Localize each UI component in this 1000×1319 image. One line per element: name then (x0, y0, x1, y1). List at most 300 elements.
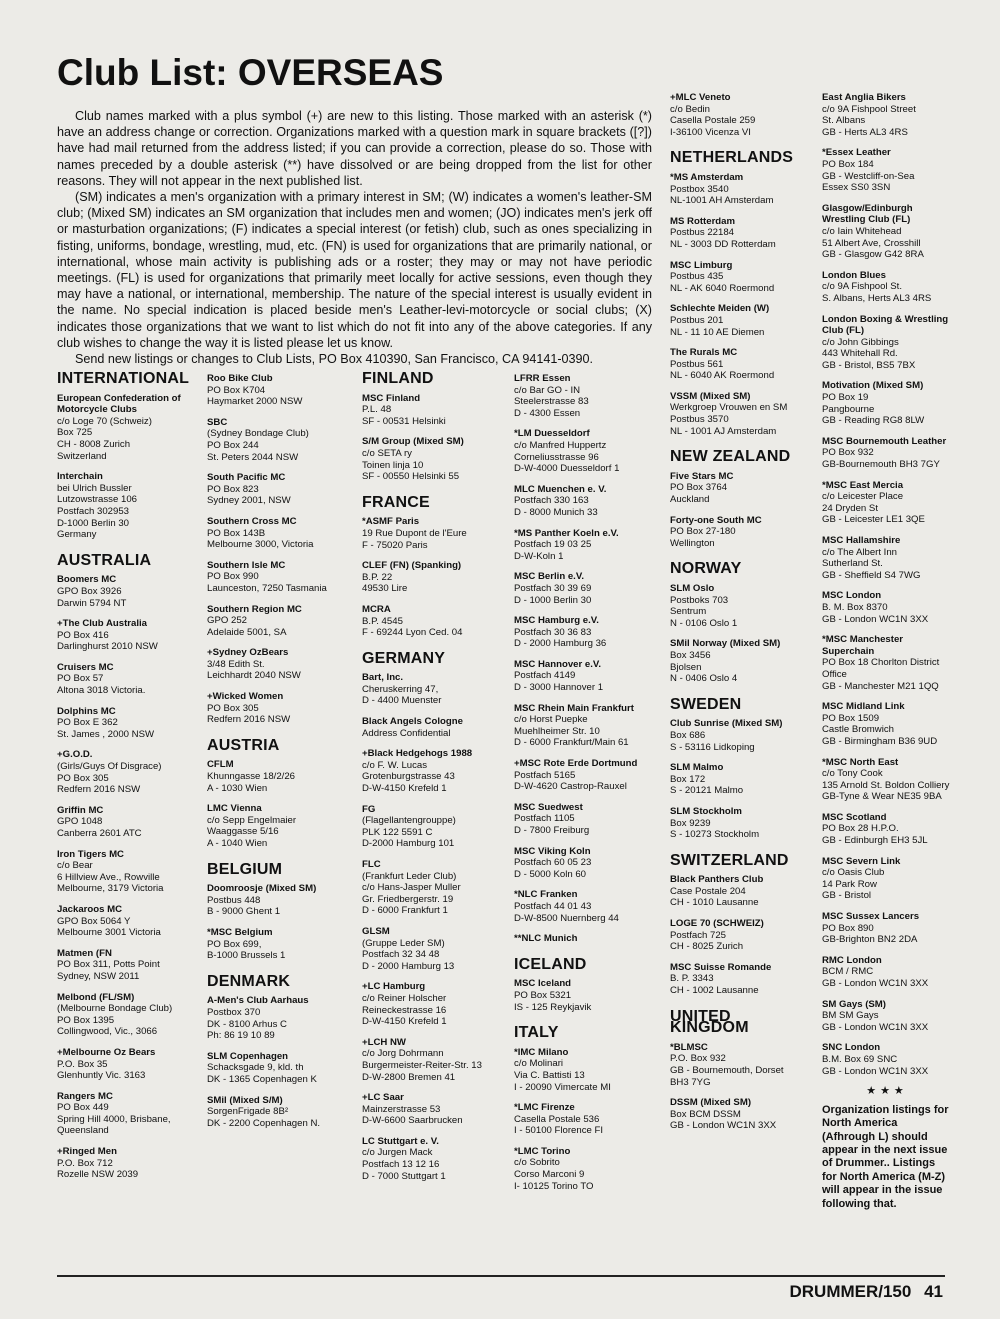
club-entry (362, 393, 507, 428)
club-entry (822, 480, 952, 526)
club-address-line: PO Box 305 (57, 772, 109, 784)
club-entry (362, 436, 507, 482)
club-address-line: A - 1030 Wien (207, 782, 268, 794)
club-address-line: GB - Reading RG8 8LW (822, 415, 925, 427)
club-address-line: Bjolsen (670, 661, 702, 673)
club-address-line: c/o Molinari (514, 1058, 564, 1070)
club-address-line: P.O. Box 35 (57, 1058, 108, 1070)
club-entry (514, 1047, 664, 1093)
club-address-line: c/o Horst Puepke (514, 714, 588, 726)
club-address-line: D - 2000 Hamburg 13 (362, 960, 455, 972)
club-name: LFRR Essen (514, 373, 571, 384)
club-address-line: Schacksgade 9, kld. th (207, 1062, 304, 1074)
club-address-line: Postboks 703 (670, 594, 729, 606)
club-address-line: Postbus 22184 (670, 227, 735, 239)
club-name: +Sydney OzBears (207, 647, 289, 659)
club-name: SNC London (822, 1042, 881, 1054)
club-address-line: Sydney, NSW 2011 (57, 970, 140, 982)
club-name: MSC Limburg (670, 259, 733, 271)
section-heading: ITALY (514, 1024, 559, 1042)
club-address-line: GB - London WC1N 3XX (822, 1021, 929, 1033)
club-entry (207, 373, 357, 408)
club-name: MSC Hallamshire (822, 535, 901, 546)
club-name: SLM Copenhagen (207, 1050, 289, 1062)
club-name: Bart, Inc. (362, 672, 404, 684)
club-name: FG (362, 803, 376, 815)
club-address-line: Postfach 60 05 23 (514, 857, 592, 869)
club-entry (57, 574, 202, 609)
club-address-line: Lutzowstrasse 106 (57, 494, 137, 506)
club-address-line: bei Ulrich Bussler (57, 482, 132, 494)
club-name: LOGE 70 (SCHWEIZ) (670, 918, 764, 930)
club-address-line: Postbus 3570 (670, 414, 729, 426)
club-entry (670, 638, 810, 684)
club-address-line: PO Box 5321 (514, 989, 572, 1001)
club-entry (670, 718, 810, 753)
club-address-line: Address Confidential (362, 727, 451, 739)
club-name: MSC Bournemouth Leather (822, 435, 947, 447)
club-address-line: GB - Leicester LE1 3QE (822, 514, 925, 526)
club-name: *MS Panther Koeln e.V. (514, 527, 619, 539)
club-name: DSSM (Mixed SM) (670, 1097, 752, 1109)
club-address-line: Postfach 30 36 83 (514, 626, 592, 638)
club-address-line: Redfern 2016 NSW (57, 784, 141, 796)
club-entry (362, 859, 507, 917)
club-name: Five Stars MC (670, 470, 734, 482)
club-entry (822, 856, 952, 902)
club-address-line: GB-Brighton BN2 2DA (822, 934, 918, 946)
club-address-line: Wellington (670, 537, 715, 549)
club-address-line: c/o Oasis Club (822, 867, 885, 879)
club-entry (670, 471, 810, 506)
listing-column-2 (207, 373, 357, 1138)
club-address-line: NL - 6040 AK Roermond (670, 370, 775, 382)
club-address-line: Steelerstrasse 83 (514, 396, 589, 408)
club-entry (514, 659, 664, 694)
club-entry (514, 758, 664, 793)
club-address-line: Darlinghurst 2010 NSW (57, 641, 158, 653)
club-entry (57, 1091, 202, 1137)
club-address-line: Postfach 330 163 (514, 495, 589, 507)
club-address-line: B-1000 Brussels 1 (207, 950, 286, 962)
club-address-line: St. James , 2000 NSW (57, 728, 155, 740)
club-address-line: St. Peters 2044 NSW (207, 451, 299, 463)
club-address-line: c/o John Gibbings (822, 336, 899, 348)
club-address-line: 6 Hillview Ave., Rowville (57, 871, 160, 883)
club-address-line: PO Box 18 Chorlton District Office (822, 657, 940, 680)
club-address-line: Launceston, 7250 Tasmania (207, 582, 327, 594)
club-entry (670, 260, 810, 295)
club-address-line: PO Box 19 (822, 392, 869, 404)
section-heading: NETHERLANDS (670, 149, 794, 167)
section-heading: DENMARK (207, 972, 291, 990)
club-address-line: BCM / RMC (822, 966, 874, 978)
club-address-line: CH - 1010 Lausanne (670, 897, 759, 909)
club-address-line: SF - 00550 Helsinki 55 (362, 471, 460, 483)
club-address-line: Grotenburgstrasse 43 (362, 771, 455, 783)
club-address-line: Postbus 448 (207, 894, 261, 906)
club-address-line: Redfern 2016 NSW (207, 714, 291, 726)
club-address-line: c/o Manfred Huppertz (514, 439, 607, 451)
club-address-line: PO Box K704 (207, 384, 266, 396)
club-address-line: B.P. 22 (362, 571, 393, 583)
club-entry (362, 926, 507, 972)
club-address-line: D-W-4000 Duesseldorf 1 (514, 463, 620, 475)
club-name: Roo Bike Club (207, 373, 273, 384)
club-entry (207, 803, 357, 849)
club-address-line: I - 20090 Vimercate MI (514, 1081, 611, 1093)
listing-note: Organization listings for North America (Afhrough L) should appear in the next issue of Drummer.. Listings for North America (M-Z) will appear in the issue following that. (822, 1103, 949, 1210)
club-name: +Ringed Men (57, 1146, 117, 1158)
club-name: +MLC Veneto (670, 92, 731, 103)
listing-column-3 (362, 370, 507, 1191)
club-name: **NLC Munich (514, 933, 578, 945)
club-address-line: DK - 1365 Copenhagen K (207, 1073, 317, 1085)
club-address-line: Postbus 435 (670, 271, 724, 283)
club-address-line: GB - Glasgow G42 8RA (822, 249, 924, 261)
club-entry (514, 484, 664, 519)
club-address-line: Postfach 19 03 25 (514, 539, 592, 551)
club-address-line: B. P. 3343 (670, 973, 714, 985)
club-address-line: Postfach 4149 (514, 670, 576, 682)
club-address-line: D-W-Koln 1 (514, 550, 564, 562)
club-name: *MSC East Mercia (822, 479, 904, 491)
club-address-line: PO Box 57 (57, 673, 104, 685)
club-address-line: PO Box 416 (57, 629, 109, 641)
club-address-line: PO Box 699, (207, 938, 262, 950)
club-address-line: c/o Iain Whitehead (822, 225, 902, 237)
club-address-line: Adelaide 5001, SA (207, 626, 287, 638)
club-address-line: NL - AK 6040 Roermond (670, 282, 775, 294)
club-address-line: Postfach 32 34 48 (362, 949, 440, 961)
club-entry (362, 560, 507, 595)
club-address-line: Postbus 201 (670, 314, 724, 326)
club-entry (207, 883, 357, 918)
club-name: Glasgow/Edinburgh Wrestling Club (FL) (822, 202, 913, 226)
club-entry (670, 806, 810, 841)
club-name: *IMC Milano (514, 1046, 569, 1058)
club-address-line: GB - London WC1N 3XX (670, 1120, 777, 1132)
section-heading: GERMANY (362, 649, 446, 667)
club-entry (670, 918, 810, 953)
club-entry (362, 672, 507, 707)
club-name: S/M Group (Mixed SM) (362, 436, 464, 448)
club-address-line: c/o Leicester Place (822, 491, 904, 503)
club-entry (514, 428, 664, 474)
club-name: *MSC North East (822, 756, 899, 768)
club-address-line: PO Box 449 (57, 1102, 109, 1114)
club-address-line: D - 2000 Hamburg 36 (514, 638, 607, 650)
club-name: SBC (207, 416, 228, 428)
club-address-line: SorgenFrigade 8B² (207, 1106, 289, 1118)
club-entry (514, 373, 664, 419)
club-name: Griffin MC (57, 804, 104, 816)
club-address-line: (Sydney Bondage Club) (207, 428, 309, 440)
club-entry (207, 1051, 357, 1086)
intro-text (57, 108, 652, 367)
club-address-line: P.O. Box 712 (57, 1157, 113, 1169)
club-entry (670, 172, 810, 207)
club-address-line: Toinen linja 10 (362, 459, 424, 471)
club-entry (207, 417, 357, 463)
club-address-line: D-W-4150 Krefeld 1 (362, 1016, 447, 1028)
club-entry (207, 516, 357, 551)
club-address-line: Ph: 86 19 10 89 (207, 1030, 275, 1042)
club-name: Club Sunrise (Mixed SM) (670, 718, 783, 730)
club-entry (362, 1092, 507, 1127)
club-address-line: S. Albans, Herts AL3 4RS (822, 292, 932, 304)
club-address-line: c/o Jurgen Mack (362, 1147, 433, 1159)
club-address-line: Muehlheimer Str. 10 (514, 725, 600, 737)
club-entry (362, 804, 507, 850)
club-entry (822, 999, 952, 1034)
separator-stars: ★★★ (866, 1085, 908, 1098)
club-address-line: I- 10125 Torino TO (514, 1180, 594, 1192)
club-entry (670, 583, 810, 629)
club-name: SLM Malmo (670, 762, 724, 774)
club-name: MSC Viking Koln (514, 845, 591, 857)
club-entry (362, 981, 507, 1027)
club-name: CFLM (207, 759, 234, 771)
club-address-line: D - 4400 Muenster (362, 695, 442, 707)
club-address-line: D - 1000 Berlin 30 (514, 594, 592, 606)
club-entry (514, 846, 664, 881)
club-address-line: (Frankfurt Leder Club) (362, 870, 457, 882)
club-entry (514, 571, 664, 606)
club-address-line: PO Box 3764 (670, 482, 728, 494)
club-entry (57, 749, 202, 795)
club-address-line: Postfach 1105 (514, 813, 575, 825)
club-name: Forty-one South MC (670, 514, 762, 526)
club-address-line: Darwin 5794 NT (57, 597, 127, 609)
club-entry (514, 1102, 664, 1137)
club-address-line: PO Box 305 (207, 702, 259, 714)
club-address-line: PO Box 244 (207, 439, 259, 451)
club-name: VSSM (Mixed SM) (670, 390, 751, 402)
club-address-line: GB - Manchester M21 1QQ (822, 680, 939, 692)
club-address-line: Burgermeister-Reiter-Str. 13 (362, 1059, 482, 1071)
club-address-line: P.L. 48 (362, 404, 392, 416)
club-name: Interchain (57, 471, 103, 483)
club-address-line: S - 53116 Lidkoping (670, 741, 755, 753)
section-heading: AUSTRALIA (57, 551, 152, 569)
magazine-issue: DRUMMER/150 (789, 1282, 912, 1301)
club-entry (822, 757, 952, 803)
section-heading: NORWAY (670, 560, 742, 578)
section-heading: INTERNATIONAL (57, 370, 190, 387)
club-address-line: CH - 8008 Zurich (57, 438, 131, 450)
intro-paragraph: Club names marked with a plus symbol (+) are new to this listing. Those marked with an asterisk (*) have an address change or correction. Organizations marked with a question mark in square brackets ([?]) have had mail returned from the address listed; if you can provide a correction, please do so. Those with names preceded by a double asterisk (**) have dissolved or are being dropped from the list for other reasons. They will not appear in the next published list. (57, 109, 652, 188)
section-heading: FINLAND (362, 370, 434, 387)
club-address-line: Haymarket 2000 NSW (207, 396, 303, 408)
club-entry (207, 647, 357, 682)
club-entry (670, 391, 810, 437)
club-entry (57, 805, 202, 840)
club-entry (514, 703, 664, 749)
club-address-line: Casella Postale 259 (670, 115, 756, 127)
intro-paragraph: (SM) indicates a men's organization with a primary interest in SM; (W) indicates a women's leather-SM club; (Mixed SM) indicates an SM organization that includes men and women; (JO) indicates men's jerk off or masturbation organizations; (F) indicates a special interest (or fetish) club, such as ones specializing in fisting, uniforms, bondage, wrestling, mud, etc. (FN) is used for organizations that are primarily national, or international, whose main activity is publishing ads or a roster; they may or may not have periodic meetings. (FL) is used for organizations that primarily meet locally for active sessions, even though they may have a national, or international, membership. The nature of the special interest is usually evident in the name. No special indication is placed beside men's Leather-levi-motorcycle or social clubs; (X) indicates those organizations that we want to list which do not fit into any of the above categories. If any club wishes to change the way it is listed please let us know. (57, 190, 652, 350)
club-entry (822, 590, 952, 625)
club-address-line: 3/48 Edith St. (207, 658, 265, 670)
club-address-line: D-W-6600 Saarbrucken (362, 1115, 463, 1127)
club-address-line: (Melbourne Bondage Club) (57, 1003, 173, 1015)
club-entry (822, 812, 952, 847)
club-name: MSC Rhein Main Frankfurt (514, 702, 634, 714)
club-address-line: PO Box 143B (207, 527, 266, 539)
club-address-line: c/o Tony Cook (822, 768, 883, 780)
club-address-line: I - 50100 Florence FI (514, 1125, 604, 1137)
club-address-line: Box 725 (57, 427, 93, 439)
club-name: +G.O.D. (57, 749, 93, 761)
club-address-line: D-W-8500 Nuernberg 44 (514, 912, 619, 924)
club-address-line: GB - London WC1N 3XX (822, 1065, 929, 1077)
club-address-line: Reineckestrasse 16 (362, 1004, 447, 1016)
club-address-line: Casella Postale 536 (514, 1113, 600, 1125)
club-address-line: Castle Bromwich (822, 724, 894, 736)
club-address-line: Canberra 2601 ATC (57, 828, 142, 839)
club-address-line: Switzerland (57, 450, 107, 462)
club-address-line: B - 9000 Ghent 1 (207, 906, 281, 918)
club-entry (57, 471, 202, 541)
club-entry (822, 634, 952, 692)
club-address-line: Postfach 725 (670, 929, 727, 941)
club-address-line: PO Box 1395 (57, 1014, 115, 1026)
club-entry (670, 962, 810, 997)
club-address-line: D - 7800 Freiburg (514, 825, 590, 836)
club-address-line: GB-Tyne & Wear NE35 9BA (822, 791, 942, 803)
page-number: 41 (924, 1282, 943, 1301)
club-name: Dolphins MC (57, 705, 116, 717)
club-address-line: Box 686 (670, 729, 706, 741)
club-name: *LMC Torino (514, 1145, 571, 1157)
club-address-line: PO Box 184 (822, 158, 874, 170)
club-address-line: D - 3000 Hannover 1 (514, 682, 604, 694)
club-name: Southern Isle MC (207, 559, 286, 571)
club-address-line: N - 0406 Oslo 4 (670, 673, 738, 685)
club-address-line: c/o Jorg Dohrmann (362, 1048, 444, 1060)
bottom-rule (57, 1275, 945, 1277)
club-entry (57, 849, 202, 895)
club-name: MSC Hamburg e.V. (514, 615, 599, 627)
club-name: *MSC Manchester Superchain (822, 634, 904, 657)
club-entry (670, 303, 810, 338)
club-name: MLC Muenchen e. V. (514, 483, 607, 495)
club-address-line: CH - 1002 Lausanne (670, 985, 759, 997)
club-entry (362, 716, 507, 739)
listing-column-1 (57, 370, 202, 1190)
club-name: +LCH NW (362, 1036, 406, 1048)
club-entry (514, 1146, 664, 1192)
club-address-line: c/o Sepp Engelmaier (207, 814, 297, 826)
club-address-line: c/o 9A Fishpool St. (822, 281, 902, 293)
club-entry (362, 516, 507, 551)
club-name: SMil (Mixed S/M) (207, 1094, 283, 1106)
club-address-line: PO Box 890 (822, 922, 874, 934)
club-address-line: c/o Loge 70 (Schweiz) (57, 415, 152, 427)
club-address-line: D - 5000 Koln 60 (514, 868, 586, 880)
club-name: Doomroosje (Mixed SM) (207, 883, 317, 895)
club-name: SLM Oslo (670, 583, 715, 594)
club-entry (670, 1097, 810, 1132)
club-address-line: Altona 3018 Victoria. (57, 685, 146, 697)
club-entry (57, 662, 202, 697)
page-footer (789, 1282, 943, 1302)
club-entry (670, 515, 810, 550)
club-name: LMC Vienna (207, 803, 262, 815)
club-address-line: PO Box 28 H.P.O. (822, 823, 899, 835)
club-address-line: D-W-4150 Krefeld 1 (362, 783, 447, 795)
club-name: MSC Severn Link (822, 855, 901, 867)
club-address-line: Spring Hill 4000, Brisbane, (57, 1113, 171, 1125)
club-address-line: B.M. Box 69 SNC (822, 1053, 898, 1065)
club-name: MSC Suisse Romande (670, 961, 772, 973)
club-name: European Confederation of Motorcycle Clubs (57, 392, 181, 416)
club-name: GLSM (362, 925, 390, 937)
club-address-line: Cheruskerring 47, (362, 683, 439, 695)
club-address-line: 49530 Lire (362, 583, 408, 595)
club-entry (822, 147, 952, 193)
club-name: RMC London (822, 954, 882, 966)
page-title: Club List: OVERSEAS (57, 52, 444, 93)
club-name: Southern Region MC (207, 603, 302, 615)
club-address-line: c/o Sobrito (514, 1157, 560, 1169)
club-address-line: PO Box 27-180 (670, 526, 736, 538)
club-entry (822, 701, 952, 747)
club-name: +Melbourne Oz Bears (57, 1046, 156, 1058)
club-name: Jackaroos MC (57, 903, 123, 915)
club-entry (362, 1136, 507, 1182)
section-heading: FRANCE (362, 493, 430, 511)
club-entry (822, 314, 952, 372)
club-address-line: A - 1040 Wien (207, 838, 268, 849)
club-address-line: I-36100 Vicenza VI (670, 126, 751, 138)
club-address-line: B. M. Box 8370 (822, 601, 888, 613)
club-address-line: D - 8000 Munich 33 (514, 506, 598, 518)
club-entry (57, 706, 202, 741)
club-address-line: c/o Bedin (670, 103, 711, 115)
club-address-line: Postfach 30 39 69 (514, 582, 592, 594)
club-name: +LC Saar (362, 1092, 404, 1104)
club-address-line: Corneliusstrasse 96 (514, 451, 599, 463)
club-name: SLM Stockholm (670, 805, 742, 817)
club-address-line: B.P. 4545 (362, 615, 403, 627)
club-address-line: Werkgroep Vrouwen en SM (670, 402, 788, 414)
club-address-line: D - 7000 Stuttgart 1 (362, 1170, 446, 1182)
club-name: +Wicked Women (207, 691, 284, 703)
club-entry (57, 1146, 202, 1181)
club-address-line: GB - Bristol, BS5 7BX (822, 359, 916, 371)
club-name: +MSC Rote Erde Dortmund (514, 758, 638, 770)
club-name: MSC Hannover e.V. (514, 658, 602, 670)
club-address-line: Box 3456 (670, 649, 711, 661)
club-name: East Anglia Bikers (822, 92, 906, 103)
listing-column-6 (822, 92, 952, 1211)
club-address-line: GPO Box 3926 (57, 585, 122, 597)
club-address-line: D - 6000 Frankfurt 1 (362, 905, 448, 917)
club-entry (670, 1042, 810, 1088)
club-entry (670, 347, 810, 382)
club-address-line: PO Box E 362 (57, 717, 118, 729)
club-entry (207, 604, 357, 639)
club-address-line: Box 9239 (670, 817, 711, 829)
club-name: A-Men's Club Aarhaus (207, 995, 309, 1007)
section-heading: NEW ZEALAND (670, 448, 791, 466)
club-address-line: S - 10273 Stockholm (670, 829, 760, 841)
club-name: Rangers MC (57, 1090, 113, 1102)
club-address-line: D-1000 Berlin 30 (57, 517, 129, 529)
club-name: *LM Duesseldorf (514, 428, 590, 440)
club-address-line: Essex SS0 3SN (822, 182, 891, 194)
